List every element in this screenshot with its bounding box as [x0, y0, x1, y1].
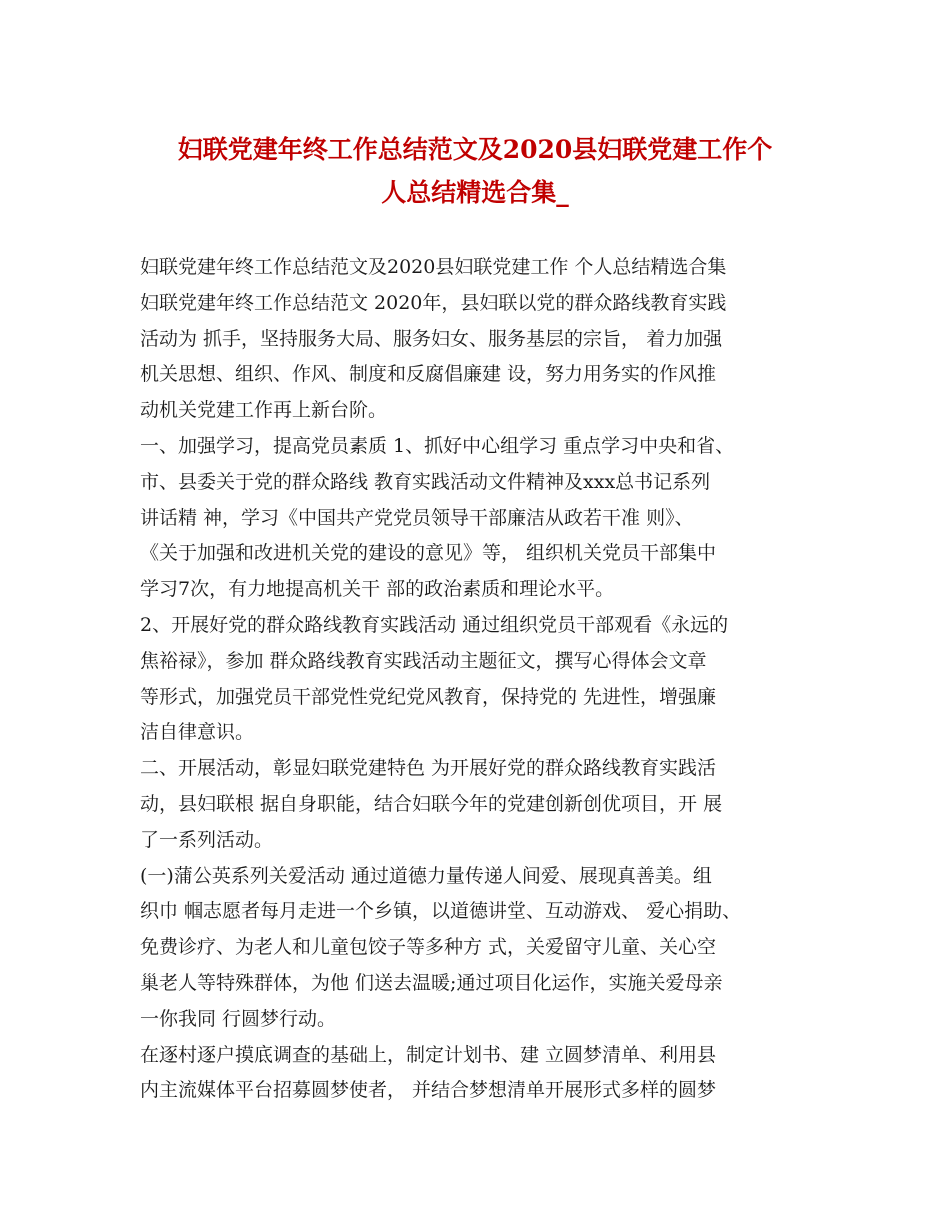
body-line: 巢老人等特殊群体，为他 们送去温暖;通过项目化运作，实施关爱母亲	[140, 971, 723, 994]
body-line: 《关于加强和改进机关党的建设的意见》等， 组织机关党员干部集中	[140, 542, 717, 565]
body-line: 2、开展好党的群众路线教育实践活动 通过组织党员干部观看《永远的	[140, 613, 729, 636]
body-line: 在逐村逐户摸底调查的基础上，制定计划书、建 立圆梦清单、利用县	[140, 1043, 717, 1066]
body-line: 市、县委关于党的群众路线 教育实践活动文件精神及xxx总书记系列	[140, 470, 711, 493]
body-line: 妇联党建年终工作总结范文 2020年，县妇联以党的群众路线教育实践	[140, 291, 727, 314]
body-line: 妇联党建年终工作总结范文及2020县妇联党建工作 个人总结精选合集	[140, 256, 727, 278]
body-line: 二、开展活动，彰显妇联党建特色 为开展好党的群众路线教育实践活	[140, 757, 717, 780]
body-line: 动机关党建工作再上新台阶。	[140, 399, 388, 422]
body-line: 内主流媒体平台招募圆梦使者， 并结合梦想清单开展形式多样的圆梦	[140, 1079, 717, 1102]
body-line: 等形式，加强党员干部党性党纪党风教育，保持党的 先进性，增强廉	[140, 685, 717, 708]
body-line: 一你我同 行圆梦行动。	[140, 1007, 337, 1030]
body-line: 洁自律意识。	[140, 721, 255, 744]
body-line: 焦裕禄》，参加 群众路线教育实践活动主题征文，撰写心得体会文章	[140, 649, 707, 672]
body-line: (一)蒲公英系列关爱活动 通过道德力量传递人间爱、展现真善美。组	[140, 864, 712, 887]
body-line: 学习7次，有力地提高机关干 部的政治素质和理论水平。	[140, 578, 615, 601]
document-body	[140, 250, 820, 1109]
body-line: 织巾 帼志愿者每月走进一个乡镇，以道德讲堂、互动游戏、 爱心捐助、	[140, 900, 742, 923]
body-line: 了一系列活动。	[140, 828, 274, 851]
document-title	[130, 128, 820, 214]
body-line: 活动为 抓手，坚持服务大局、服务妇女、服务基层的宗旨， 着力加强	[140, 327, 723, 350]
body-line: 动，县妇联根 据自身职能，结合妇联今年的党建创新创优项目，开 展	[140, 792, 723, 815]
body-line: 一、加强学习，提高党员素质 1、抓好中心组学习 重点学习中央和省、	[140, 434, 735, 457]
body-line: 讲话精 神，学习《中国共产党党员领导干部廉洁从政若干准 则》、	[140, 506, 694, 529]
title-line: 妇联党建年终工作总结范文及2020县妇联党建工作个	[177, 135, 773, 164]
body-line: 机关思想、组织、作风、制度和反腐倡廉建 设，努力用务实的作风推	[140, 363, 717, 386]
body-line: 免费诊疗、为老人和儿童包饺子等多种方 式，关爱留守儿童、关心空	[140, 936, 717, 959]
title-line: 人总结精选合集_	[381, 178, 569, 207]
